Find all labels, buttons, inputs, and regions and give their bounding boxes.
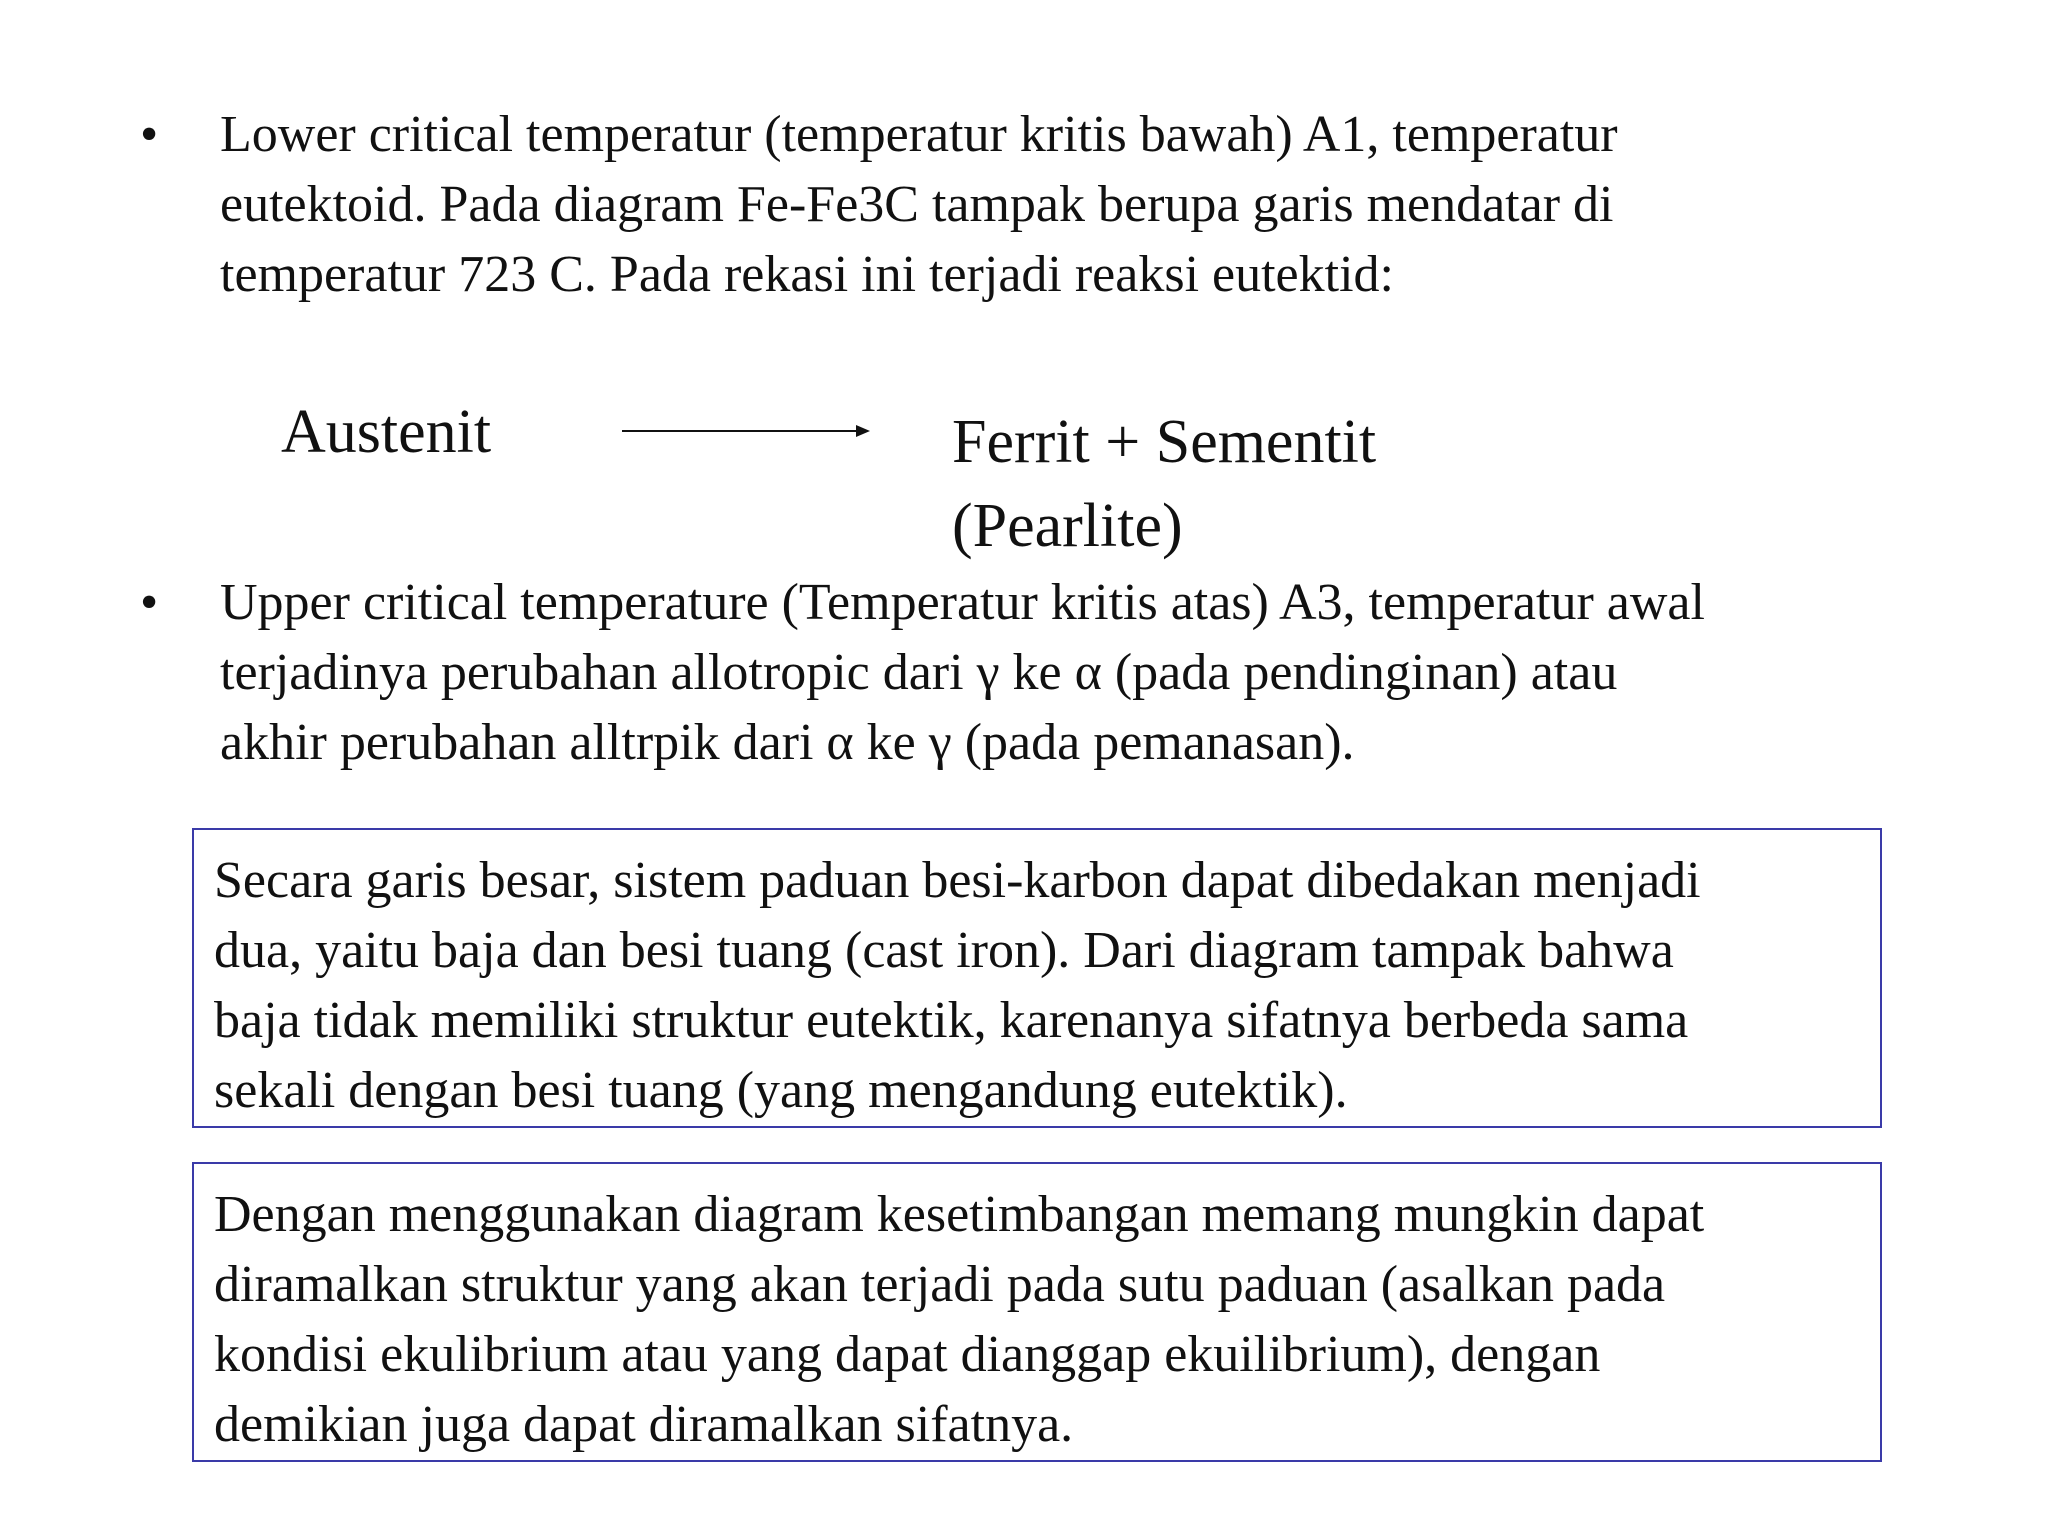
note-box-iron-carbon-system: Secara garis besar, sistem paduan besi-karbon dapat dibedakan menjadi dua, yaitu baja dan besi tuang (cast iron). Dari diagram tampak bahwa baja tidak memiliki struktur eutektik, karenanya sifatnya berbeda sama sekali dengan besi tuang (yang mengandung eutektik).: [192, 828, 1882, 1128]
bullet-text: Lower critical temperatur (temperatur kritis bawah) A1, temperatur eutektoid. Pada diagram Fe-Fe3C tampak berupa garis mendatar di temperatur 723 C. Pada rekasi ini terjadi reaksi eutektid:: [220, 106, 1618, 303]
bullet-item-upper-critical-temperature: [140, 568, 1900, 788]
bullet-marker: •: [140, 574, 159, 631]
bullet-item-lower-critical-temperature: [140, 100, 1900, 320]
note-box-equilibrium-diagram: Dengan menggunakan diagram kesetimbangan memang mungkin dapat diramalkan struktur yang akan terjadi pada sutu paduan (asalkan pada kondisi ekulibrium atau yang dapat dianggap ekuilibrium), dengan demikian juga dapat diramalkan sifatnya.: [192, 1162, 1882, 1462]
reaction-product: Ferrit + Sementit (Pearlite): [952, 408, 1377, 560]
right-arrow-icon: [620, 418, 870, 444]
bullet-marker: •: [140, 106, 159, 163]
reaction-reactant: Austenit: [281, 398, 492, 466]
bullet-text: Upper critical temperature (Temperatur kritis atas) A3, temperatur awal terjadinya perubahan allotropic dari γ ke α (pada pendinginan) atau akhir perubahan alltrpik dari α ke γ (pada pemanasan).: [220, 574, 1705, 771]
